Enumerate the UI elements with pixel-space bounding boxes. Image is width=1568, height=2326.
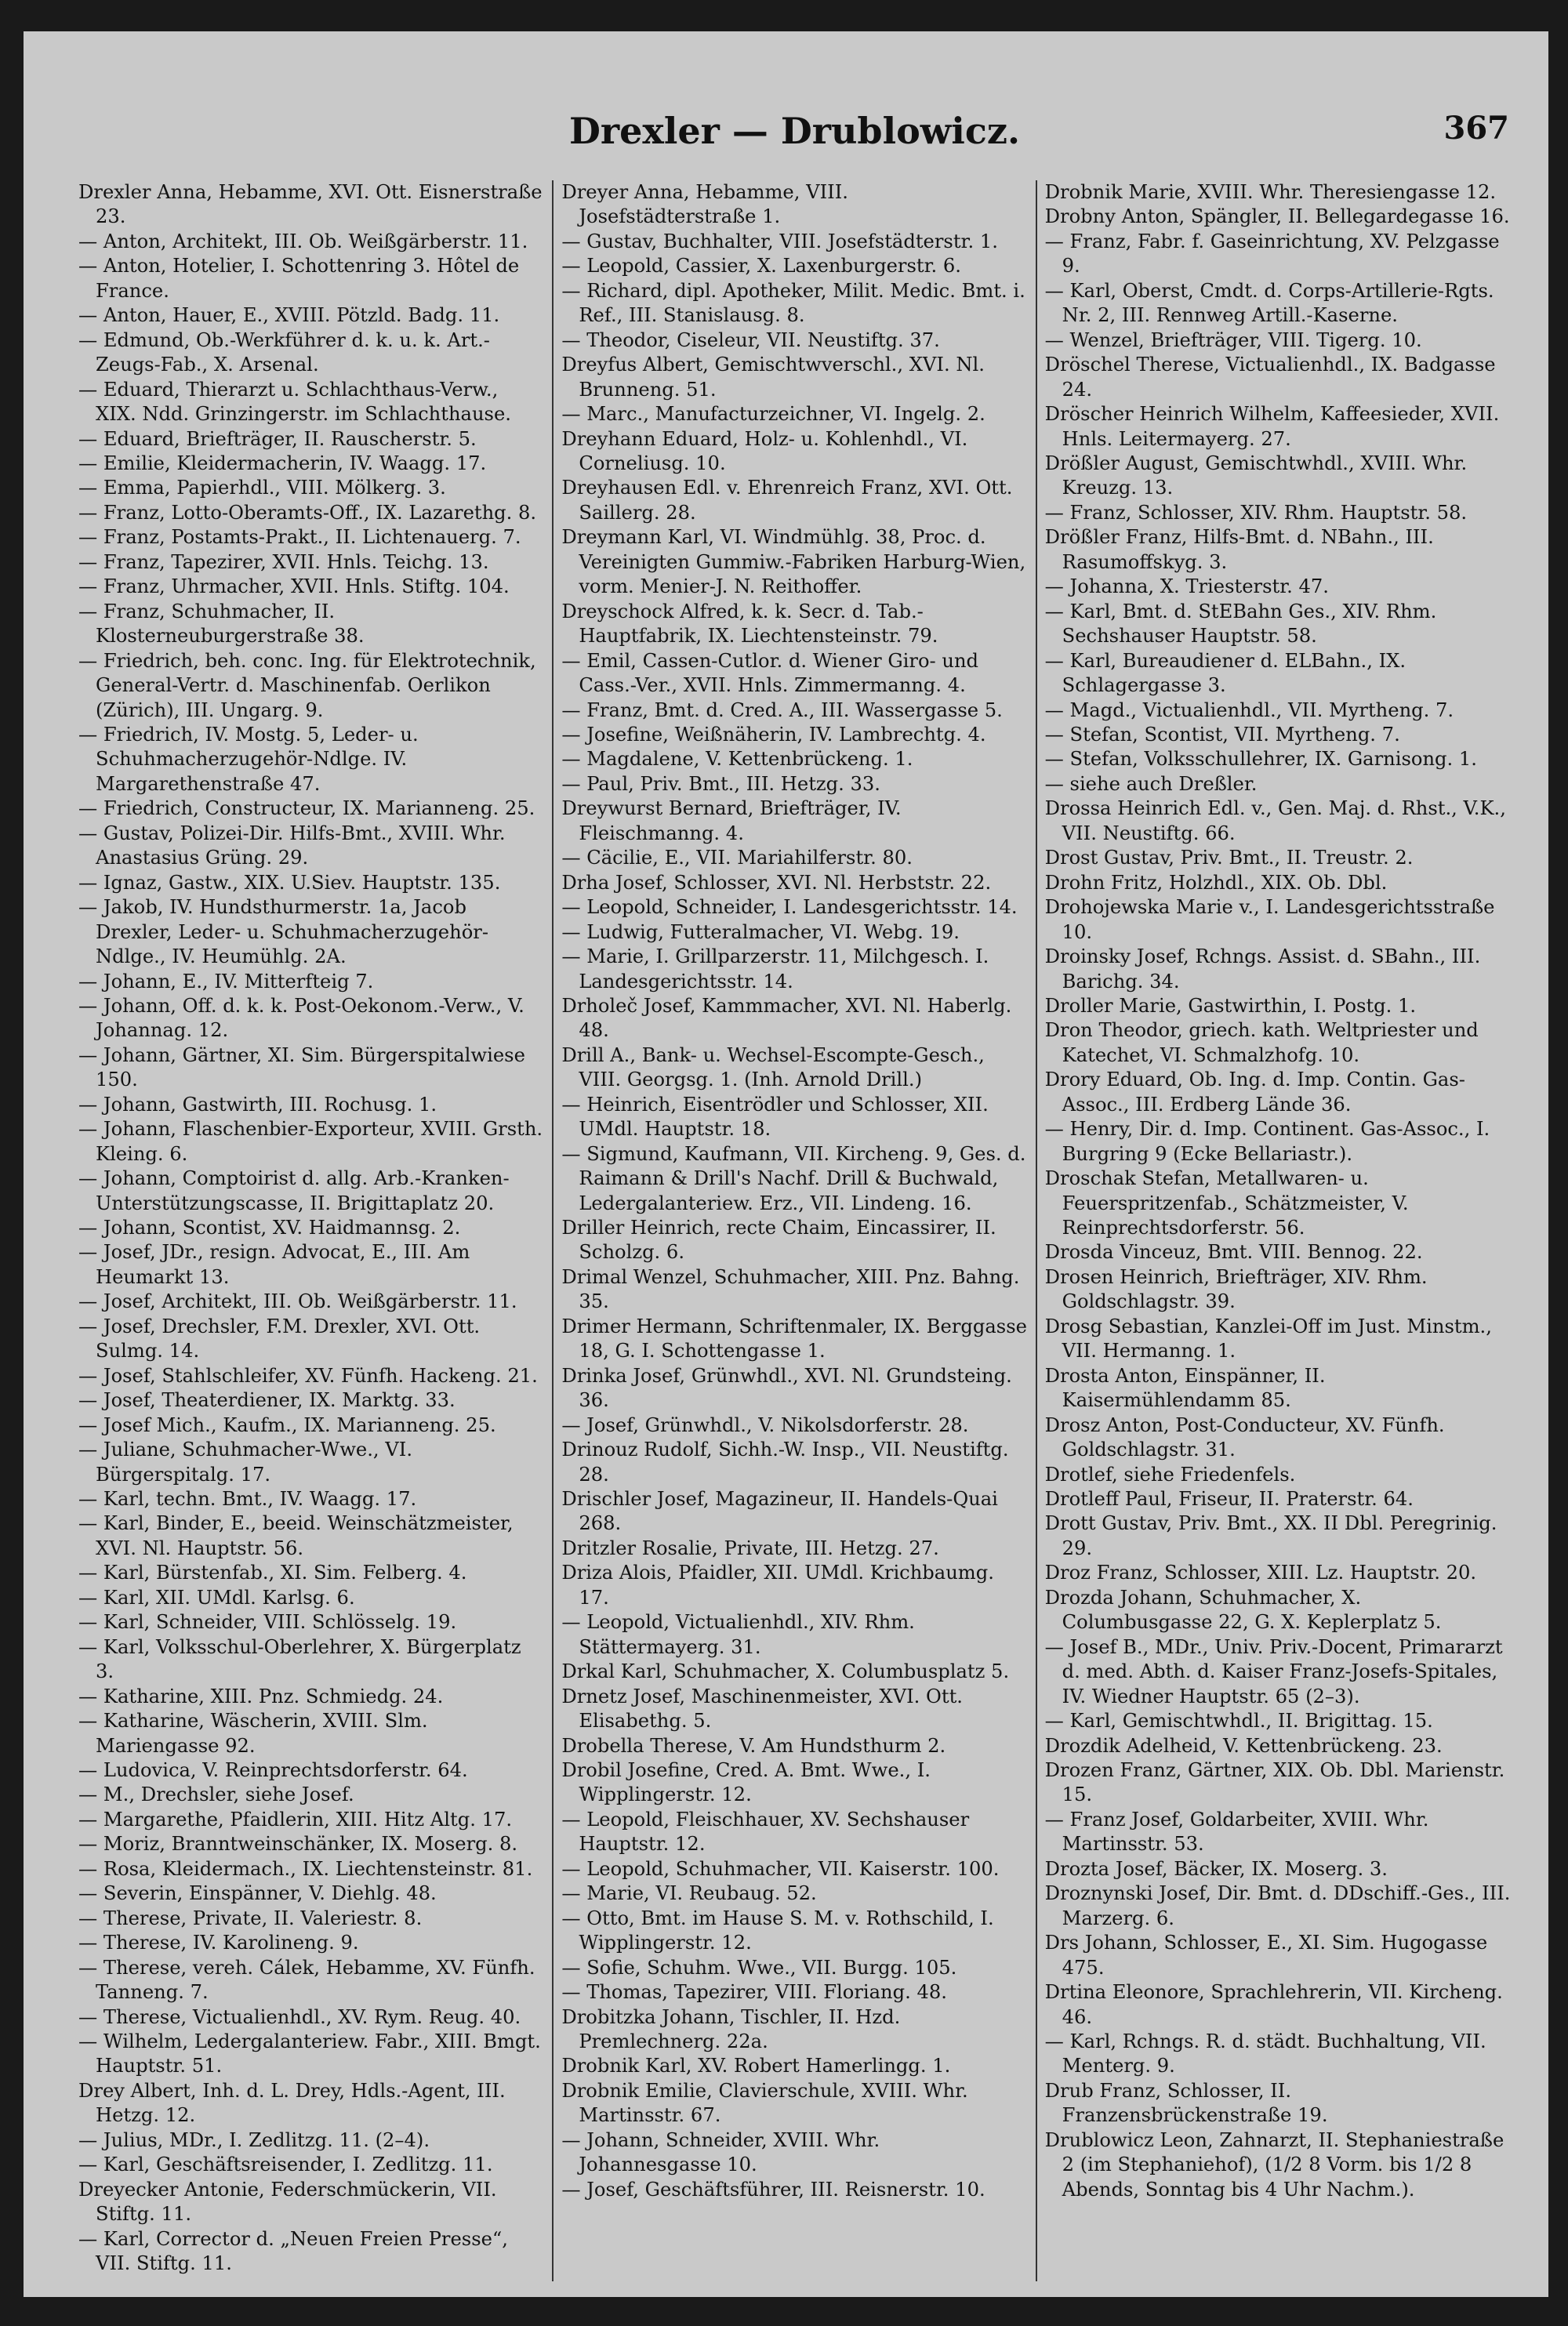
- directory-entry: — Karl, techn. Bmt., IV. Waagg. 17.: [78, 1488, 417, 1511]
- directory-entry: Dreywurst Bernard, Briefträger, IV. Fleischmanng. 4.: [561, 797, 902, 844]
- directory-entry: Drimal Wenzel, Schuhmacher, XIII. Pnz. Bahng. 35.: [561, 1265, 1020, 1313]
- directory-entry: — M., Drechsler, siehe Josef.: [78, 1784, 354, 1806]
- directory-entry: — Karl, Bürstenfab., XI. Sim. Felberg. 4.: [78, 1562, 467, 1584]
- directory-entry: Dreyschock Alfred, k. k. Secr. d. Tab.-Hauptfabrik, IX. Liechtensteinstr. 79.: [561, 600, 938, 648]
- directory-entry: — Johann, Gärtner, XI. Sim. Bürgerspitalwiese 150.: [78, 1043, 525, 1091]
- directory-entry: — Franz, Tapezirer, XVII. Hnls. Teichg. 13.: [78, 550, 489, 573]
- directory-entry: — Stefan, Volksschullehrer, IX. Garnisong. 1.: [1044, 748, 1477, 771]
- directory-entry: Drublowicz Leon, Zahnarzt, II. Stephaniestraße 2 (im Stephaniehof), (1/2 8 Vorm. bis 1/2 8 Abends, Sonntag bis 4 Uhr Nachm.).: [1044, 2128, 1504, 2201]
- directory-entry: Drha Josef, Schlosser, XVI. Nl. Herbststr. 22.: [561, 871, 992, 894]
- directory-entry: Dron Theodor, griech. kath. Weltpriester und Katechet, VI. Schmalzhofg. 10.: [1044, 1019, 1479, 1066]
- directory-entry: — Josef Mich., Kaufm., IX. Marianneng. 25.: [78, 1413, 496, 1436]
- directory-entry: Dreyfus Albert, Gemischtwverschl., XVI. Nl. Brunneng. 51.: [561, 354, 985, 401]
- directory-entry: Drill A., Bank- u. Wechsel-Escompte-Gesch., VIII. Georgsg. 1. (Inh. Arnold Drill.): [561, 1043, 985, 1091]
- directory-entry: Drexler Anna, Hebamme, XVI. Ott. Eisnerstraße 23.: [78, 181, 543, 228]
- directory-entry: — Franz, Lotto-Oberamts-Off., IX. Lazarethg. 8.: [78, 501, 537, 524]
- directory-entry: — Emil, Cassen-Cutlor. d. Wiener Giro- und Cass.-Ver., XVII. Hnls. Zimmermanng. 4.: [561, 649, 979, 697]
- directory-entry: — Jakob, IV. Hundsthurmerstr. 1a, Jacob Drexler, Leder- u. Schuhmacherzugehör-Ndlge., IV. Heumühlg. 2A.: [78, 896, 488, 968]
- directory-entry: — Eduard, Briefträger, II. Rauscherstr. 5.: [78, 427, 477, 450]
- directory-entry: — Franz, Postamts-Prakt., II. Lichtenauerg. 7.: [78, 526, 521, 549]
- column-3: [1036, 180, 1519, 2281]
- directory-entry: — Magdalene, V. Kettenbrückeng. 1.: [561, 748, 913, 771]
- directory-entry: Drkal Karl, Schuhmacher, X. Columbusplatz 5.: [561, 1660, 1010, 1683]
- directory-entry: — Josef B., MDr., Univ. Priv.-Docent, Primararzt d. med. Abth. d. Kaiser Franz-Josefs-Spitales, IV. Wiedner Hauptstr. 65 (2–3).: [1044, 1635, 1503, 1707]
- directory-entry: Drozdik Adelheid, V. Kettenbrückeng. 23.: [1044, 1734, 1443, 1757]
- directory-entry: — Friedrich, beh. conc. Ing. für Elektrotechnik, General-Vertr. d. Maschinenfab. Oerlikon (Zürich), III. Ungarg. 9.: [78, 649, 536, 721]
- directory-entry: — Josef, Stahlschleifer, XV. Fünfh. Hackeng. 21.: [78, 1364, 538, 1387]
- directory-entry: — Karl, XII. UMdl. Karlsg. 6.: [78, 1586, 355, 1609]
- directory-entry: — Therese, IV. Karolineng. 9.: [78, 1932, 359, 1954]
- directory-entry: — Katharine, XIII. Pnz. Schmiedg. 24.: [78, 1685, 444, 1707]
- directory-entry: Drischler Josef, Magazineur, II. Handels-Quai 268.: [561, 1488, 998, 1535]
- directory-entry: Dreyhausen Edl. v. Ehrenreich Franz, XVI. Ott. Saillerg. 28.: [561, 477, 1013, 524]
- directory-entry: Drory Eduard, Ob. Ing. d. Imp. Contin. Gas-Assoc., III. Erdberg Lände 36.: [1044, 1069, 1465, 1116]
- directory-entry: — Johann, Scontist, XV. Haidmannsg. 2.: [78, 1217, 461, 1239]
- directory-entry: — Richard, dipl. Apotheker, Milit. Medic. Bmt. i. Ref., III. Stanislausg. 8.: [561, 279, 1025, 327]
- directory-entry: — Franz, Uhrmacher, XVII. Hnls. Stiftg. 104.: [78, 575, 510, 598]
- directory-entry: — Johann, Gastwirth, III. Rochusg. 1.: [78, 1093, 437, 1116]
- directory-entry: — Thomas, Tapezirer, VIII. Floriang. 48.: [561, 1981, 947, 2004]
- directory-entry: — Sigmund, Kaufmann, VII. Kircheng. 9, Ges. d. Raimann & Drill's Nachf. Drill & Buchwald, Ledergalanteriew. Erz., VII. Lindeng. 16.: [561, 1142, 1026, 1214]
- directory-entry: — Johann, Flaschenbier-Exporteur, XVIII. Grsth. Kleing. 6.: [78, 1118, 543, 1165]
- directory-entry: — Franz, Schlosser, XIV. Rhm. Hauptstr. 58.: [1044, 501, 1468, 524]
- directory-entry: — Juliane, Schuhmacher-Wwe., VI. Bürgerspitalg. 17.: [78, 1439, 413, 1486]
- directory-entry: — Josef, Geschäftsführer, III. Reisnerstr. 10.: [561, 2178, 985, 2201]
- directory-entry: Drozda Johann, Schuhmacher, X. Columbusgasse 22, G. X. Keplerplatz 5.: [1044, 1586, 1442, 1634]
- directory-entry: Drey Albert, Inh. d. L. Drey, Hdls.-Agent, III. Hetzg. 12.: [78, 2079, 506, 2127]
- directory-entry: — Emma, Papierhdl., VIII. Mölkerg. 3.: [78, 477, 446, 499]
- page-title: Drexler — Drublowicz.: [569, 110, 1020, 152]
- column-1: [71, 180, 552, 2281]
- directory-entry: — Henry, Dir. d. Imp. Continent. Gas-Assoc., I. Burgring 9 (Ecke Bellariastr.).: [1044, 1118, 1490, 1165]
- directory-entry: Dreymann Karl, VI. Windmühlg. 38, Proc. d. Vereinigten Gummiw.-Fabriken Harburg-Wien, vorm. Menier-J. N. Reithoffer.: [561, 526, 1026, 598]
- directory-entry: — Emilie, Kleidermacherin, IV. Waagg. 17.: [78, 452, 487, 474]
- directory-entry: — Karl, Gemischtwhdl., II. Brigittag. 15.: [1044, 1710, 1433, 1733]
- directory-entry: Drosen Heinrich, Briefträger, XIV. Rhm. Goldschlagstr. 39.: [1044, 1265, 1428, 1313]
- directory-entry: Dreyecker Antonie, Federschmückerin, VII. Stiftg. 11.: [78, 2178, 497, 2226]
- directory-entry: Dröschel Therese, Victualienhdl., IX. Badgasse 24.: [1044, 354, 1496, 401]
- directory-entry: — Edmund, Ob.-Werkführer d. k. u. k. Art.-Zeugs-Fab., X. Arsenal.: [78, 328, 490, 376]
- directory-entry: Drohn Fritz, Holzhdl., XIX. Ob. Dbl.: [1044, 871, 1388, 894]
- directory-entry: Drobitzka Johann, Tischler, II. Hzd. Premlechnerg. 22a.: [561, 2005, 901, 2052]
- directory-entry: — Josef, JDr., resign. Advocat, E., III. Am Heumarkt 13.: [78, 1241, 470, 1288]
- directory-entry: — Rosa, Kleidermach., IX. Liechtensteinstr. 81.: [78, 1857, 533, 1880]
- directory-entry: Drost Gustav, Priv. Bmt., II. Treustr. 2.: [1044, 847, 1414, 869]
- directory-entry: — Josef, Theaterdiener, IX. Marktg. 33.: [78, 1389, 456, 1412]
- directory-entry: — Leopold, Victualienhdl., XIV. Rhm. Stättermayerg. 31.: [561, 1611, 915, 1658]
- directory-entry: — Ignaz, Gastw., XIX. U.Siev. Hauptstr. 135.: [78, 871, 501, 894]
- directory-entry: Drohojewska Marie v., I. Landesgerichtsstraße 10.: [1044, 896, 1495, 943]
- directory-entry: Drozen Franz, Gärtner, XIX. Ob. Dbl. Marienstr. 15.: [1044, 1759, 1505, 1806]
- directory-entry: Droz Franz, Schlosser, XIII. Lz. Hauptstr. 20.: [1044, 1562, 1477, 1584]
- directory-entry: Drosg Sebastian, Kanzlei-Off im Just. Minstm., VII. Hermanng. 1.: [1044, 1315, 1492, 1363]
- directory-entry: — Cäcilie, E., VII. Mariahilferstr. 80.: [561, 847, 913, 869]
- directory-entry: — Karl, Geschäftsreisender, I. Zedlitzg. 11.: [78, 2154, 493, 2176]
- directory-entry: Drotleff Paul, Friseur, II. Praterstr. 64.: [1044, 1488, 1414, 1511]
- directory-entry: Driza Alois, Pfaidler, XII. UMdl. Krichbaumg. 17.: [561, 1562, 994, 1609]
- directory-entry: — Johann, Comptoirist d. allg. Arb.-Kranken-Unterstützungscasse, II. Brigittaplatz 20.: [78, 1167, 510, 1214]
- directory-entry: — Wenzel, Briefträger, VIII. Tigerg. 10.: [1044, 328, 1422, 351]
- directory-entry: — Leopold, Cassier, X. Laxenburgerstr. 6.: [561, 255, 961, 278]
- directory-entry: Dritzler Rosalie, Private, III. Hetzg. 27.: [561, 1537, 939, 1559]
- directory-entry: — Josef, Architekt, III. Ob. Weißgärberstr. 11.: [78, 1290, 517, 1313]
- directory-entry: — Leopold, Schuhmacher, VII. Kaiserstr. 100.: [561, 1857, 1000, 1880]
- directory-entry: — Karl, Corrector d. „Neuen Freien Presse“, VII. Stiftg. 11.: [78, 2227, 508, 2275]
- directory-entry: Drößler Franz, Hilfs-Bmt. d. NBahn., III. Rasumoffskyg. 3.: [1044, 526, 1434, 573]
- directory-entry: Drub Franz, Schlosser, II. Franzensbrückenstraße 19.: [1044, 2079, 1328, 2127]
- directory-entry: — Karl, Rchngs. R. d. städt. Buchhaltung, VII. Menterg. 9.: [1044, 2030, 1486, 2077]
- directory-entry: — Karl, Bureaudiener d. ELBahn., IX. Schlagergasse 3.: [1044, 649, 1406, 697]
- directory-entry: — Ludwig, Futteralmacher, VI. Webg. 19.: [561, 920, 960, 943]
- page-number: 367: [1443, 110, 1509, 147]
- directory-entry: — Franz, Bmt. d. Cred. A., III. Wassergasse 5.: [561, 699, 1003, 721]
- directory-entry: Dröscher Heinrich Wilhelm, Kaffeesieder, XVII. Hnls. Leitermayerg. 27.: [1044, 403, 1500, 450]
- entry-columns: [71, 180, 1519, 2281]
- directory-entry: — Katharine, Wäscherin, XVIII. Slm. Mariengasse 92.: [78, 1710, 428, 1757]
- directory-entry: — Johanna, X. Triesterstr. 47.: [1044, 575, 1329, 598]
- directory-entry: — Franz, Fabr. f. Gaseinrichtung, XV. Pelzgasse 9.: [1044, 230, 1500, 278]
- directory-entry: — Therese, Victualienhdl., XV. Rym. Reug. 40.: [78, 2005, 521, 2028]
- directory-entry: Dreyhann Eduard, Holz- u. Kohlenhdl., VI. Corneliusg. 10.: [561, 427, 968, 474]
- directory-entry: Drobella Therese, V. Am Hundsthurm 2.: [561, 1734, 946, 1757]
- directory-entry: Drinouz Rudolf, Sichh.-W. Insp., VII. Neustiftg. 28.: [561, 1439, 1009, 1486]
- directory-entry: Drott Gustav, Priv. Bmt., XX. II Dbl. Peregrinig. 29.: [1044, 1512, 1497, 1559]
- directory-entry: — Karl, Binder, E., beeid. Weinschätzmeister, XVI. Nl. Hauptstr. 56.: [78, 1512, 514, 1559]
- directory-entry: — Karl, Bmt. d. StEBahn Ges., XIV. Rhm. Sechshauser Hauptstr. 58.: [1044, 600, 1437, 648]
- directory-entry: — Karl, Volksschul-Oberlehrer, X. Bürgerplatz 3.: [78, 1635, 521, 1683]
- directory-entry: Drnetz Josef, Maschinenmeister, XVI. Ott. Elisabethg. 5.: [561, 1685, 963, 1733]
- directory-entry: Drosz Anton, Post-Conducteur, XV. Fünfh. Goldschlagstr. 31.: [1044, 1413, 1445, 1461]
- directory-entry: — Johann, E., IV. Mitterfteig 7.: [78, 970, 374, 992]
- directory-entry: Drobnik Marie, XVIII. Whr. Theresiengasse 12.: [1044, 181, 1497, 203]
- directory-entry: — Josef, Grünwhdl., V. Nikolsdorferstr. 28.: [561, 1413, 969, 1436]
- directory-entry: Drotlef, siehe Friedenfels.: [1044, 1463, 1296, 1486]
- directory-entry: — Leopold, Schneider, I. Landesgerichtsstr. 14.: [561, 896, 1018, 919]
- directory-entry: Drobil Josefine, Cred. A. Bmt. Wwe., I. Wipplingerstr. 12.: [561, 1759, 931, 1806]
- directory-entry: Drossa Heinrich Edl. v., Gen. Maj. d. Rhst., V.K., VII. Neustiftg. 66.: [1044, 797, 1506, 844]
- directory-entry: Drosda Vinceuz, Bmt. VIII. Bennog. 22.: [1044, 1241, 1423, 1264]
- directory-entry: Drobny Anton, Spängler, II. Bellegardegasse 16.: [1044, 205, 1510, 228]
- directory-entry: — Stefan, Scontist, VII. Myrtheng. 7.: [1044, 723, 1400, 746]
- directory-entry: Driller Heinrich, recte Chaim, Eincassirer, II. Scholzg. 6.: [561, 1217, 996, 1264]
- directory-entry: — Friedrich, Constructeur, IX. Marianneng. 25.: [78, 797, 535, 820]
- directory-entry: — Marc., Manufacturzeichner, VI. Ingelg. 2.: [561, 403, 985, 426]
- directory-entry: Drtina Eleonore, Sprachlehrerin, VII. Kircheng. 46.: [1044, 1981, 1503, 2028]
- directory-entry: — Therese, Private, II. Valeriestr. 8.: [78, 1907, 423, 1929]
- directory-entry: Drößler August, Gemischtwhdl., XVIII. Whr. Kreuzg. 13.: [1044, 452, 1468, 499]
- directory-entry: Drosta Anton, Einspänner, II. Kaisermühlendamm 85.: [1044, 1364, 1326, 1412]
- directory-entry: — Margarethe, Pfaidlerin, XIII. Hitz Altg. 17.: [78, 1808, 513, 1831]
- directory-entry: — Johann, Off. d. k. k. Post-Oekonom.-Verw., V. Johannag. 12.: [78, 994, 524, 1042]
- directory-entry: — Marie, I. Grillparzerstr. 11, Milchgesch. I. Landesgerichtsstr. 14.: [561, 945, 989, 992]
- page-header: [71, 110, 1519, 172]
- directory-entry: — Franz, Schuhmacher, II. Klosterneuburgerstraße 38.: [78, 600, 365, 648]
- directory-entry: — Eduard, Thierarzt u. Schlachthaus-Verw., XIX. Ndd. Grinzingerstr. im Schlachthause.: [78, 378, 511, 426]
- directory-entry: Drozta Josef, Bäcker, IX. Moserg. 3.: [1044, 1857, 1388, 1880]
- directory-entry: — siehe auch Dreßler.: [1044, 772, 1258, 795]
- directory-entry: — Anton, Hauer, E., XVIII. Pötzld. Badg. 11.: [78, 304, 500, 327]
- directory-entry: — Anton, Architekt, III. Ob. Weißgärberstr. 11.: [78, 230, 528, 252]
- column-2: [552, 180, 1035, 2281]
- directory-entry: — Sofie, Schuhm. Wwe., VII. Burgg. 105.: [561, 1956, 957, 1979]
- directory-entry: Droznynski Josef, Dir. Bmt. d. DDschiff.-Ges., III. Marzerg. 6.: [1044, 1882, 1511, 1929]
- directory-entry: Dreyer Anna, Hebamme, VIII. Josefstädterstraße 1.: [561, 181, 848, 228]
- directory-entry: — Marie, VI. Reubaug. 52.: [561, 1882, 817, 1905]
- directory-entry: — Paul, Priv. Bmt., III. Hetzg. 33.: [561, 772, 880, 795]
- directory-entry: — Theodor, Ciseleur, VII. Neustiftg. 37.: [561, 328, 940, 351]
- directory-entry: — Magd., Victualienhdl., VII. Myrtheng. 7.: [1044, 699, 1454, 721]
- directory-entry: Drobnik Karl, XV. Robert Hamerlingg. 1.: [561, 2055, 951, 2077]
- directory-entry: — Leopold, Fleischhauer, XV. Sechshauser Hauptstr. 12.: [561, 1808, 970, 1856]
- directory-entry: — Gustav, Polizei-Dir. Hilfs-Bmt., XVIII. Whr. Anastasius Grüng. 29.: [78, 822, 506, 869]
- directory-entry: Drholeč Josef, Kammmacher, XVI. Nl. Haberlg. 48.: [561, 994, 1012, 1042]
- directory-entry: — Severin, Einspänner, V. Diehlg. 48.: [78, 1882, 437, 1905]
- directory-entry: — Josef, Drechsler, F.M. Drexler, XVI. Ott. Sulmg. 14.: [78, 1315, 481, 1363]
- directory-entry: Droinsky Josef, Rchngs. Assist. d. SBahn., III. Barichg. 34.: [1044, 945, 1481, 992]
- directory-entry: Drobnik Emilie, Clavierschule, XVIII. Whr. Martinsstr. 67.: [561, 2079, 968, 2127]
- directory-entry: Drimer Hermann, Schriftenmaler, IX. Berggasse 18, G. I. Schottengasse 1.: [561, 1315, 1027, 1363]
- directory-entry: — Karl, Schneider, VIII. Schlösselg. 19.: [78, 1611, 457, 1634]
- directory-entry: — Anton, Hotelier, I. Schottenring 3. Hôtel de France.: [78, 255, 520, 302]
- directory-entry: Drinka Josef, Grünwhdl., XVI. Nl. Grundsteing. 36.: [561, 1364, 1012, 1412]
- directory-entry: — Gustav, Buchhalter, VIII. Josefstädterstr. 1.: [561, 230, 998, 252]
- directory-entry: — Otto, Bmt. im Hause S. M. v. Rothschild, I. Wipplingerstr. 12.: [561, 1907, 994, 1954]
- directory-entry: — Ludovica, V. Reinprechtsdorferstr. 64.: [78, 1759, 468, 1781]
- directory-entry: — Karl, Oberst, Cmdt. d. Corps-Artillerie-Rgts. Nr. 2, III. Rennweg Artill.-Kaserne.: [1044, 279, 1494, 327]
- directory-entry: — Friedrich, IV. Mostg. 5, Leder- u. Schuhmacherzugehör-Ndlge. IV. Margarethenstraße 47.: [78, 723, 419, 795]
- directory-entry: Drs Johann, Schlosser, E., XI. Sim. Hugogasse 475.: [1044, 1932, 1488, 1979]
- directory-entry: — Wilhelm, Ledergalanteriew. Fabr., XIII. Bmgt. Hauptstr. 51.: [78, 2030, 541, 2077]
- directory-entry: Droller Marie, Gastwirthin, I. Postg. 1.: [1044, 994, 1417, 1017]
- directory-entry: — Julius, MDr., I. Zedlitzg. 11. (2–4).: [78, 2128, 430, 2151]
- directory-page: [24, 31, 1548, 2297]
- directory-entry: — Johann, Schneider, XVIII. Whr. Johannesgasse 10.: [561, 2128, 880, 2176]
- directory-entry: — Franz Josef, Goldarbeiter, XVIII. Whr. Martinsstr. 53.: [1044, 1808, 1429, 1856]
- directory-entry: Droschak Stefan, Metallwaren- u. Feuerspritzenfab., Schätzmeister, V. Reinprechtsdorferstr. 56.: [1044, 1167, 1409, 1239]
- directory-entry: — Josefine, Weißnäherin, IV. Lambrechtg. 4.: [561, 723, 986, 746]
- directory-entry: — Moriz, Branntweinschänker, IX. Moserg. 8.: [78, 1833, 518, 1856]
- directory-entry: — Heinrich, Eisentrödler und Schlosser, XII. UMdl. Hauptstr. 18.: [561, 1093, 989, 1141]
- directory-entry: — Therese, vereh. Cálek, Hebamme, XV. Fünfh. Tanneng. 7.: [78, 1956, 535, 2004]
